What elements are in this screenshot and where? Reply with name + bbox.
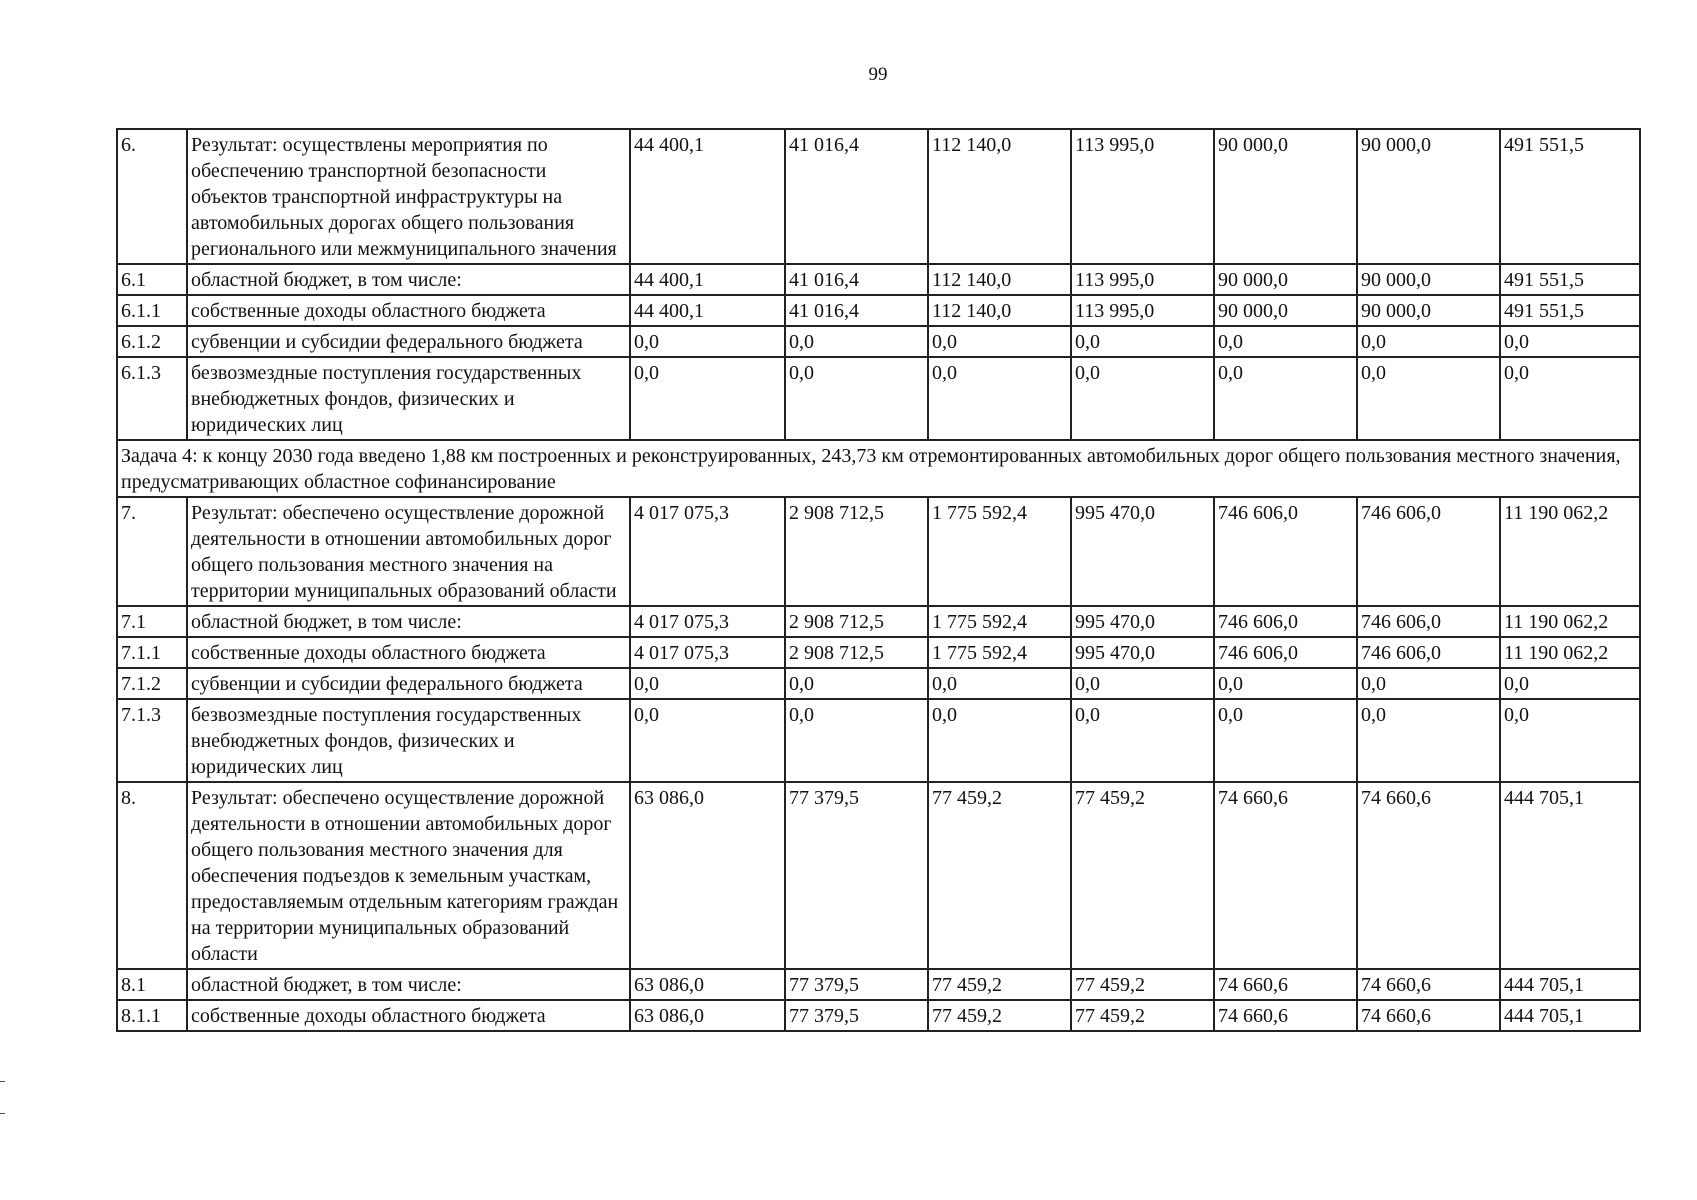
year-value: 44 400,1 (630, 295, 785, 326)
year-value: 113 995,0 (1071, 264, 1214, 295)
table-row (117, 969, 1640, 1000)
total-value: 0,0 (1500, 668, 1640, 699)
table-row (117, 637, 1640, 668)
year-value: 77 379,5 (785, 969, 928, 1000)
table-row (117, 699, 1640, 782)
year-value: 1 775 592,4 (928, 497, 1071, 606)
year-value: 112 140,0 (928, 129, 1071, 264)
total-value: 0,0 (1500, 326, 1640, 357)
budget-table (116, 128, 1641, 1032)
year-value: 77 459,2 (1071, 1000, 1214, 1031)
year-value: 44 400,1 (630, 129, 785, 264)
row-number: 8. (117, 782, 187, 969)
year-value: 44 400,1 (630, 264, 785, 295)
year-value: 995 470,0 (1071, 637, 1214, 668)
total-value: 11 190 062,2 (1500, 637, 1640, 668)
total-value: 0,0 (1500, 699, 1640, 782)
row-name: Результат: осуществлены мероприятия по обеспечению транспортной безопасности объектов транспортной инфраструктуры на автомобильных дорогах общего пользования регионального или межмуниципального значения (187, 129, 630, 264)
total-value: 444 705,1 (1500, 1000, 1640, 1031)
year-value: 90 000,0 (1214, 264, 1357, 295)
year-value: 746 606,0 (1357, 606, 1500, 637)
total-value: 444 705,1 (1500, 969, 1640, 1000)
row-name: Результат: обеспечено осуществление дорожной деятельности в отношении автомобильных дорог общего пользования местного значения для обеспечения подъездов к земельным участкам, предоставляемым отдельным категориям граждан на территории муниципальных образований области (187, 782, 630, 969)
row-number: 7. (117, 497, 187, 606)
page-number: 99 (868, 64, 888, 85)
year-value: 0,0 (630, 699, 785, 782)
total-value: 491 551,5 (1500, 129, 1640, 264)
year-value: 0,0 (1071, 668, 1214, 699)
year-value: 0,0 (630, 357, 785, 440)
row-number: 7.1.2 (117, 668, 187, 699)
scan-edge-mark-left-lower (0, 1113, 5, 1114)
row-number: 6.1 (117, 264, 187, 295)
year-value: 41 016,4 (785, 295, 928, 326)
row-number: 7.1.1 (117, 637, 187, 668)
year-value: 77 379,5 (785, 782, 928, 969)
year-value: 746 606,0 (1214, 497, 1357, 606)
row-name: безвозмездные поступления государственных внебюджетных фондов, физических и юридических лиц (187, 357, 630, 440)
year-value: 90 000,0 (1214, 129, 1357, 264)
year-value: 746 606,0 (1357, 497, 1500, 606)
year-value: 41 016,4 (785, 264, 928, 295)
year-value: 0,0 (1071, 699, 1214, 782)
year-value: 0,0 (928, 668, 1071, 699)
year-value: 1 775 592,4 (928, 637, 1071, 668)
year-value: 0,0 (785, 668, 928, 699)
year-value: 113 995,0 (1071, 295, 1214, 326)
year-value: 90 000,0 (1357, 295, 1500, 326)
row-name: Результат: обеспечено осуществление дорожной деятельности в отношении автомобильных дорог общего пользования местного значения на территории муниципальных образований области (187, 497, 630, 606)
year-value: 0,0 (785, 357, 928, 440)
year-value: 74 660,6 (1214, 782, 1357, 969)
total-value: 0,0 (1500, 357, 1640, 440)
year-value: 90 000,0 (1214, 295, 1357, 326)
table-row (117, 129, 1640, 264)
total-value: 11 190 062,2 (1500, 606, 1640, 637)
year-value: 0,0 (1214, 357, 1357, 440)
row-name: областной бюджет, в том числе: (187, 969, 630, 1000)
row-name: областной бюджет, в том числе: (187, 606, 630, 637)
task-description: Задача 4: к концу 2030 года введено 1,88 км построенных и реконструированных, 243,73 км отремонтированных автомобильных дорог общего пользования местного значения, предусматривающих областное софинансирование (117, 440, 1640, 497)
table-row (117, 497, 1640, 606)
year-value: 746 606,0 (1214, 606, 1357, 637)
task-row (117, 440, 1640, 497)
table-row (117, 1000, 1640, 1031)
year-value: 0,0 (1357, 668, 1500, 699)
total-value: 11 190 062,2 (1500, 497, 1640, 606)
row-number: 6. (117, 129, 187, 264)
year-value: 77 459,2 (1071, 782, 1214, 969)
row-number: 6.1.1 (117, 295, 187, 326)
year-value: 77 459,2 (928, 969, 1071, 1000)
row-name: собственные доходы областного бюджета (187, 295, 630, 326)
year-value: 112 140,0 (928, 264, 1071, 295)
year-value: 74 660,6 (1357, 969, 1500, 1000)
table-row (117, 357, 1640, 440)
year-value: 0,0 (928, 699, 1071, 782)
year-value: 74 660,6 (1214, 1000, 1357, 1031)
year-value: 63 086,0 (630, 969, 785, 1000)
year-value: 90 000,0 (1357, 264, 1500, 295)
year-value: 0,0 (630, 326, 785, 357)
total-value: 491 551,5 (1500, 264, 1640, 295)
row-name: областной бюджет, в том числе: (187, 264, 630, 295)
year-value: 746 606,0 (1214, 637, 1357, 668)
year-value: 77 379,5 (785, 1000, 928, 1031)
year-value: 4 017 075,3 (630, 606, 785, 637)
table-row (117, 782, 1640, 969)
row-name: собственные доходы областного бюджета (187, 1000, 630, 1031)
table-row (117, 326, 1640, 357)
row-number: 7.1.3 (117, 699, 187, 782)
year-value: 2 908 712,5 (785, 637, 928, 668)
year-value: 0,0 (1214, 699, 1357, 782)
row-name: субвенции и субсидии федерального бюджета (187, 668, 630, 699)
year-value: 77 459,2 (928, 782, 1071, 969)
year-value: 995 470,0 (1071, 497, 1214, 606)
year-value: 995 470,0 (1071, 606, 1214, 637)
row-number: 7.1 (117, 606, 187, 637)
year-value: 2 908 712,5 (785, 497, 928, 606)
year-value: 0,0 (1357, 357, 1500, 440)
year-value: 74 660,6 (1214, 969, 1357, 1000)
year-value: 41 016,4 (785, 129, 928, 264)
year-value: 77 459,2 (1071, 969, 1214, 1000)
year-value: 74 660,6 (1357, 782, 1500, 969)
year-value: 0,0 (785, 699, 928, 782)
table-row (117, 606, 1640, 637)
year-value: 0,0 (928, 357, 1071, 440)
row-number: 8.1 (117, 969, 187, 1000)
year-value: 0,0 (928, 326, 1071, 357)
year-value: 113 995,0 (1071, 129, 1214, 264)
total-value: 444 705,1 (1500, 782, 1640, 969)
row-name: собственные доходы областного бюджета (187, 637, 630, 668)
year-value: 0,0 (785, 326, 928, 357)
row-name: субвенции и субсидии федерального бюджета (187, 326, 630, 357)
year-value: 1 775 592,4 (928, 606, 1071, 637)
year-value: 746 606,0 (1357, 637, 1500, 668)
row-name: безвозмездные поступления государственных внебюджетных фондов, физических и юридических лиц (187, 699, 630, 782)
year-value: 112 140,0 (928, 295, 1071, 326)
year-value: 90 000,0 (1357, 129, 1500, 264)
year-value: 0,0 (1357, 699, 1500, 782)
row-number: 6.1.3 (117, 357, 187, 440)
year-value: 0,0 (1214, 326, 1357, 357)
year-value: 4 017 075,3 (630, 497, 785, 606)
year-value: 63 086,0 (630, 1000, 785, 1031)
row-number: 6.1.2 (117, 326, 187, 357)
year-value: 0,0 (1357, 326, 1500, 357)
total-value: 491 551,5 (1500, 295, 1640, 326)
table-row (117, 264, 1640, 295)
row-number: 8.1.1 (117, 1000, 187, 1031)
scan-edge-mark-left (0, 1081, 5, 1082)
table-row (117, 295, 1640, 326)
table-row (117, 668, 1640, 699)
year-value: 2 908 712,5 (785, 606, 928, 637)
year-value: 4 017 075,3 (630, 637, 785, 668)
year-value: 0,0 (1071, 326, 1214, 357)
year-value: 0,0 (630, 668, 785, 699)
year-value: 0,0 (1214, 668, 1357, 699)
year-value: 74 660,6 (1357, 1000, 1500, 1031)
year-value: 63 086,0 (630, 782, 785, 969)
year-value: 0,0 (1071, 357, 1214, 440)
year-value: 77 459,2 (928, 1000, 1071, 1031)
